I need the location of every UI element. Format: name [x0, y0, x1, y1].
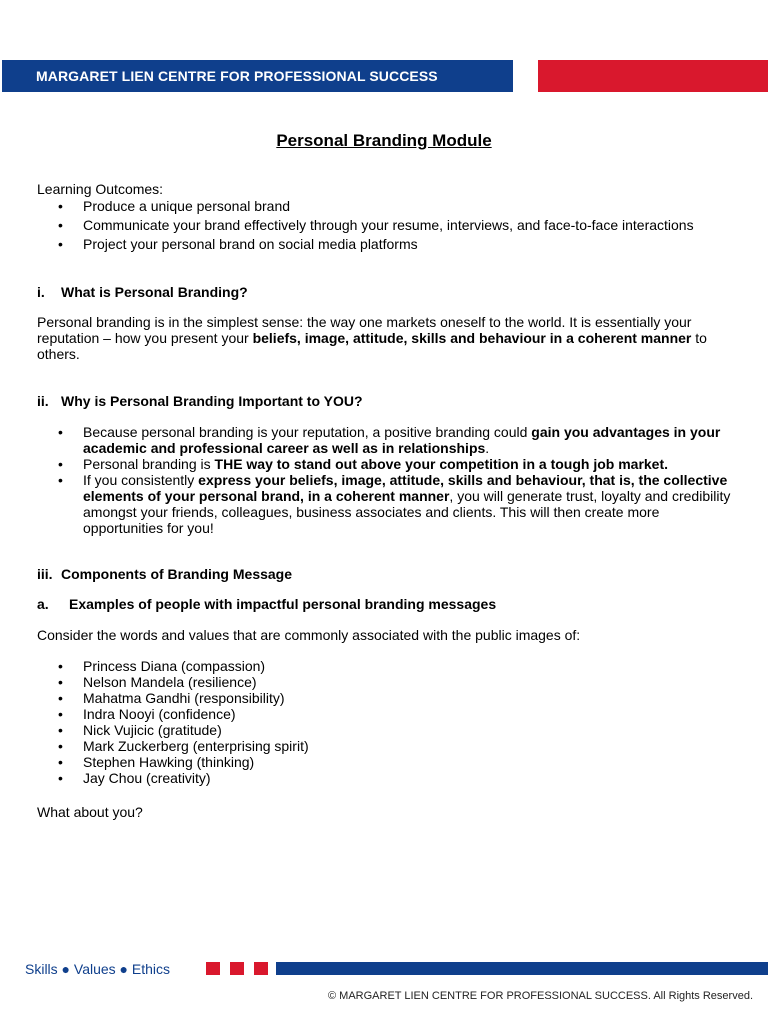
list-item: • If you consistently express your beliefs, image, attitude, skills and behaviour, that is, the collective elements of your personal brand, in a coherent manner, you will generate trust, loyalty and credibility amongst your friends, colleagues, business associates and clients. This will then create more opportunities for you! — [37, 472, 737, 536]
list-item: • Indra Nooyi (confidence) — [37, 706, 737, 722]
closing-question: What about you? — [37, 804, 143, 820]
page-title: Personal Branding Module — [276, 131, 492, 150]
footer-tagline: Skills ● Values ● Ethics — [25, 961, 171, 977]
list-item: • Personal branding is THE way to stand out above your competition in a tough job market. — [37, 456, 737, 472]
why-important-list — [37, 424, 737, 536]
footer-square-icon — [206, 962, 220, 975]
org-name: MARGARET LIEN CENTRE FOR PROFESSIONAL SUCCESS — [36, 68, 438, 84]
list-item: • Jay Chou (creativity) — [37, 770, 737, 786]
list-item: • Stephen Hawking (thinking) — [37, 754, 737, 770]
footer-square-icon — [254, 962, 268, 975]
list-item: • Mark Zuckerberg (enterprising spirit) — [37, 738, 737, 754]
list-item: • Princess Diana (compassion) — [37, 658, 737, 674]
people-list — [37, 658, 737, 786]
list-item: • Because personal branding is your reputation, a positive branding could gain you advantages in your academic and professional career as well as in relationships. — [37, 424, 737, 456]
section-paragraph-what-is: Personal branding is in the simplest sense: the way one markets oneself to the world. It is essentially your reputation – how you present your beliefs, image, attitude, skills and behaviour in a coherent manner to others. — [37, 314, 707, 362]
footer-square-icon — [230, 962, 244, 975]
header-accent-bar — [538, 60, 768, 92]
list-item: • Produce a unique personal brand — [37, 197, 737, 216]
list-item: • Nelson Mandela (resilience) — [37, 674, 737, 690]
examples-intro: Consider the words and values that are commonly associated with the public images of: — [37, 627, 581, 643]
learning-outcomes-label: Learning Outcomes: — [37, 181, 164, 197]
list-item: • Communicate your brand effectively through your resume, interviews, and face-to-face interactions — [37, 216, 737, 235]
subsection-heading-examples: a. Examples of people with impactful personal branding messages — [37, 596, 497, 612]
learning-outcomes-list — [37, 197, 737, 254]
footer-copyright: © MARGARET LIEN CENTRE FOR PROFESSIONAL SUCCESS. All Rights Reserved. — [328, 990, 753, 1002]
list-item: • Nick Vujicic (gratitude) — [37, 722, 737, 738]
header-banner — [2, 60, 513, 92]
section-heading-why-important: ii. Why is Personal Branding Important to YOU? — [37, 393, 363, 409]
section-heading-components: iii. Components of Branding Message — [37, 566, 293, 582]
list-item: • Mahatma Gandhi (responsibility) — [37, 690, 737, 706]
section-heading-what-is: i. What is Personal Branding? — [37, 284, 248, 300]
footer-bar — [276, 962, 768, 975]
list-item: • Project your personal brand on social media platforms — [37, 235, 737, 254]
